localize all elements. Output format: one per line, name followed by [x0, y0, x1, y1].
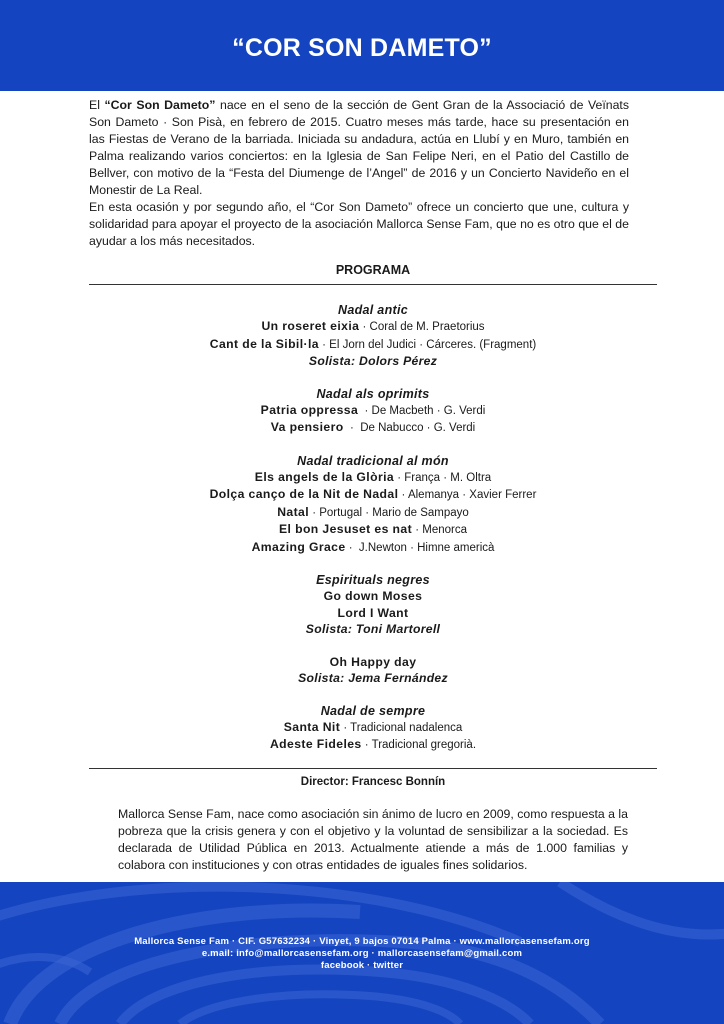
about-text: Mallorca Sense Fam, nace como asociación sin ánimo de lucro en 2009, como respuesta a la pobreza que la crisis genera y con el objetivo y la voluntad de sensibilizar a la sociedad. Es declarada de Utilidad Pública en 2013. Actualmente atiende a más de 1.000 familias y colabora con instituciones y con otras entidades de iguales fines solidarios. — [118, 807, 628, 872]
program-item — [89, 736, 657, 754]
piece-title: Amazing Grace — [251, 539, 346, 554]
piece-title: Un roseret eixia — [261, 319, 360, 333]
piece-detail: · El Jorn del Judici · Cárceres. (Fragment) — [318, 338, 537, 351]
piece-detail: · França · M. Oltra — [394, 471, 492, 484]
piece-title: Va pensiero — [270, 420, 344, 434]
piece-title: Cant de la Sibil·la — [209, 336, 319, 351]
piece-title: Patria oppressa — [260, 402, 359, 417]
piece-title: Santa Nit — [283, 719, 341, 734]
intro-p1-start: El — [89, 98, 105, 112]
program-section — [89, 703, 657, 754]
piece-detail: · J.Newton · Himne americà — [345, 541, 495, 554]
piece-title: Natal — [277, 504, 309, 519]
piece-title: Els angels de la Glòria — [254, 469, 395, 484]
divider-top — [89, 284, 657, 285]
section-title: Espirituals negres — [316, 573, 430, 587]
section-title: Nadal tradicional al món — [297, 453, 449, 468]
divider-bottom — [89, 768, 657, 769]
program-list — [89, 302, 657, 770]
program-item — [89, 469, 657, 487]
piece-detail: · Menorca — [412, 524, 467, 536]
program-item — [89, 719, 657, 737]
page-title: “COR SON DAMETO” — [232, 34, 492, 62]
footer-contact — [0, 936, 724, 972]
piece-detail: · Alemanya · Xavier Ferrer — [398, 489, 537, 501]
soloist-credit: Solista: Jema Fernández — [298, 671, 448, 685]
intro-paragraph-2: En esta ocasión y por segundo año, el “Cor Son Dameto” ofrece un concierto que une, cultura y solidaridad para apoyar el proyecto de la asociación Mallorca Sense Fam, que no es otro que el de ayudar a los más necesitados. — [89, 200, 629, 248]
program-item — [89, 336, 657, 354]
intro-p1-rest: nace en el seno de la sección de Gent Gran de la Associació de Veïnats Son Dameto · Son Pisà, en febrero de 2015. Cuatro meses más tarde, hace su presentación en las Fiestas de Verano de la barriada. Iniciada su andadura, actúa en Llubí y en Muro, también en Palma realizando varios conciertos: en la Iglesia de San Felipe Neri, en el Patio del Castillo de Bellver, con motivo de la “Festa del Diumenge de l’Angel” de 2016 y un Concierto Navideño en el Monestir de La Real. — [89, 98, 629, 197]
intro-text — [89, 97, 629, 250]
choir-name: “Cor Son Dameto” — [104, 98, 216, 112]
program-section — [89, 386, 657, 437]
piece-title: Go down Moses — [323, 589, 423, 603]
piece-detail: · De Nabucco · G. Verdi — [343, 422, 476, 434]
section-title: Nadal als oprimits — [316, 386, 430, 401]
program-section — [89, 302, 657, 370]
program-item — [89, 654, 657, 671]
program-item — [89, 402, 657, 420]
section-title: Nadal de sempre — [320, 703, 426, 718]
piece-detail: · Coral de M. Praetorius — [359, 321, 485, 333]
program-section — [89, 572, 657, 638]
piece-detail: · De Macbeth · G. Verdi — [358, 404, 486, 417]
footer-banner — [0, 882, 724, 1024]
piece-title: Dolça canço de la Nit de Nadal — [209, 487, 399, 501]
piece-detail: · Portugal · Mario de Sampayo — [309, 506, 469, 519]
soloist-credit: Solista: Dolors Pérez — [308, 354, 438, 368]
program-item — [89, 539, 657, 557]
piece-title: Oh Happy day — [329, 654, 417, 669]
footer-address: Mallorca Sense Fam · CIF. G57632234 · Vinyet, 9 bajos 07014 Palma · www.mallorcasensefam.org — [134, 936, 590, 947]
program-item — [89, 588, 657, 605]
program-item — [89, 504, 657, 522]
piece-title: Adeste Fideles — [269, 737, 362, 751]
program-item — [89, 521, 657, 539]
footer-email: e.mail: info@mallorcasensefam.org · mallorcasensefam@gmail.com — [201, 948, 523, 959]
program-section — [89, 453, 657, 557]
program-item — [89, 486, 657, 504]
soloist-credit: Solista: Toni Martorell — [305, 622, 441, 636]
program-item — [89, 605, 657, 622]
intro-paragraph-1 — [89, 97, 629, 199]
piece-title: Lord I Want — [337, 605, 409, 620]
program-item — [89, 419, 657, 437]
program-item — [89, 318, 657, 336]
programa-heading: PROGRAMA — [335, 263, 411, 277]
piece-detail: · Tradicional nadalenca — [340, 721, 463, 734]
piece-detail: · Tradicional gregorià. — [361, 739, 477, 751]
piece-title: El bon Jesuset es nat — [279, 522, 413, 536]
section-title: Nadal antic — [338, 303, 408, 317]
header-banner — [0, 0, 724, 91]
director-credit: Director: Francesc Bonnín — [300, 776, 446, 788]
footer-social: facebook · twitter — [320, 960, 404, 971]
program-section — [89, 654, 657, 687]
